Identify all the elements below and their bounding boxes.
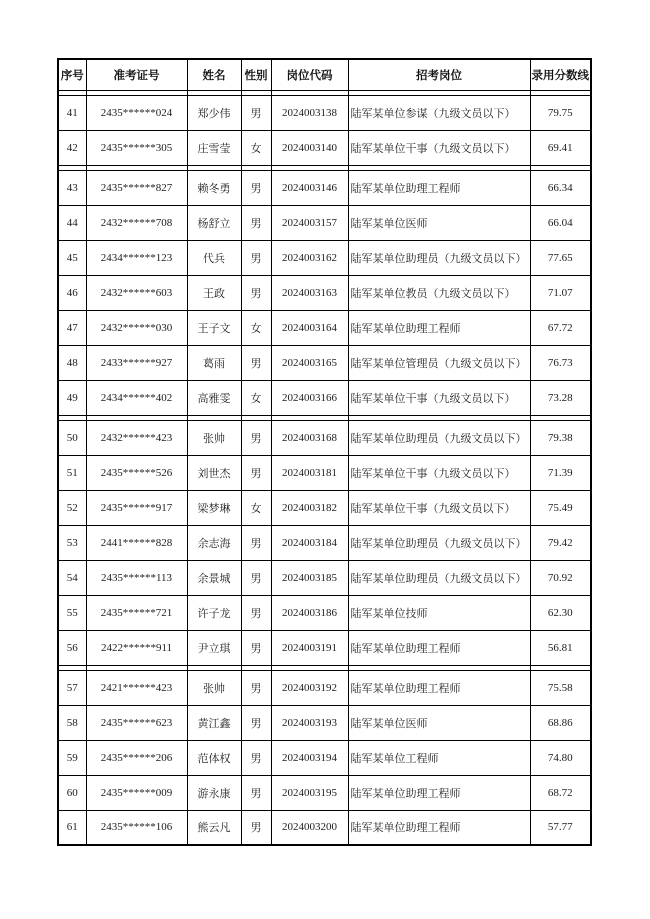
cell-position: 陆军某单位助理工程师 <box>348 775 530 810</box>
cell-name: 许子龙 <box>187 595 241 630</box>
cell-position-code: 2024003193 <box>271 705 348 740</box>
cell-name: 尹立琪 <box>187 630 241 665</box>
cell-position: 陆军某单位管理员（九级文员以下） <box>348 345 530 380</box>
cell-ticket-number: 2441******828 <box>86 525 187 560</box>
cell-ticket-number: 2435******009 <box>86 775 187 810</box>
table-body <box>58 90 591 845</box>
cell-name: 赖冬勇 <box>187 170 241 205</box>
cell-position-code: 2024003181 <box>271 455 348 490</box>
cell-gender: 女 <box>241 130 271 165</box>
cell-position: 陆军某单位助理员（九级文员以下） <box>348 525 530 560</box>
table-row <box>58 740 591 775</box>
cell-position: 陆军某单位干事（九级文员以下） <box>348 490 530 525</box>
cell-name: 高雅雯 <box>187 380 241 415</box>
cell-ticket-number: 2434******123 <box>86 240 187 275</box>
cell-ticket-number: 2432******030 <box>86 310 187 345</box>
cell-position: 陆军某单位助理员（九级文员以下） <box>348 420 530 455</box>
table-row <box>58 810 591 845</box>
table-row <box>58 95 591 130</box>
cell-name: 刘世杰 <box>187 455 241 490</box>
cell-position-code: 2024003166 <box>271 380 348 415</box>
cell-index: 56 <box>58 630 86 665</box>
cell-name: 张帅 <box>187 670 241 705</box>
cell-gender: 男 <box>241 345 271 380</box>
cell-ticket-number: 2435******024 <box>86 95 187 130</box>
cell-position-code: 2024003168 <box>271 420 348 455</box>
cell-ticket-number: 2434******402 <box>86 380 187 415</box>
cell-gender: 男 <box>241 455 271 490</box>
cell-score-line: 75.58 <box>530 670 591 705</box>
cell-position: 陆军某单位助理工程师 <box>348 630 530 665</box>
cell-position-code: 2024003165 <box>271 345 348 380</box>
cell-name: 黄江鑫 <box>187 705 241 740</box>
cell-ticket-number: 2435******721 <box>86 595 187 630</box>
cell-gender: 男 <box>241 525 271 560</box>
cell-score-line: 71.39 <box>530 455 591 490</box>
cell-ticket-number: 2435******113 <box>86 560 187 595</box>
table-row <box>58 130 591 165</box>
cell-score-line: 70.92 <box>530 560 591 595</box>
cell-ticket-number: 2435******623 <box>86 705 187 740</box>
cell-position: 陆军某单位助理员（九级文员以下） <box>348 240 530 275</box>
table-row <box>58 490 591 525</box>
cell-gender: 男 <box>241 630 271 665</box>
col-header-score-line: 录用分数线 <box>530 59 591 90</box>
table-row <box>58 705 591 740</box>
cell-index: 55 <box>58 595 86 630</box>
cell-position-code: 2024003184 <box>271 525 348 560</box>
cell-score-line: 79.42 <box>530 525 591 560</box>
cell-index: 58 <box>58 705 86 740</box>
cell-name: 余景城 <box>187 560 241 595</box>
cell-ticket-number: 2422******911 <box>86 630 187 665</box>
cell-score-line: 66.04 <box>530 205 591 240</box>
cell-ticket-number: 2432******603 <box>86 275 187 310</box>
cell-ticket-number: 2433******927 <box>86 345 187 380</box>
cell-score-line: 69.41 <box>530 130 591 165</box>
table-row <box>58 345 591 380</box>
cell-index: 48 <box>58 345 86 380</box>
cell-gender: 男 <box>241 95 271 130</box>
header-row <box>58 59 591 90</box>
cell-index: 52 <box>58 490 86 525</box>
cell-score-line: 67.72 <box>530 310 591 345</box>
cell-score-line: 57.77 <box>530 810 591 845</box>
cell-name: 王政 <box>187 275 241 310</box>
cell-index: 59 <box>58 740 86 775</box>
cell-gender: 男 <box>241 420 271 455</box>
cell-name: 熊云凡 <box>187 810 241 845</box>
cell-score-line: 74.80 <box>530 740 591 775</box>
cell-position: 陆军某单位助理工程师 <box>348 310 530 345</box>
cell-index: 50 <box>58 420 86 455</box>
cell-index: 57 <box>58 670 86 705</box>
cell-name: 梁梦琳 <box>187 490 241 525</box>
cell-position-code: 2024003192 <box>271 670 348 705</box>
cell-gender: 男 <box>241 275 271 310</box>
cell-name: 庄雪莹 <box>187 130 241 165</box>
cell-score-line: 75.49 <box>530 490 591 525</box>
table-row <box>58 380 591 415</box>
cell-score-line: 71.07 <box>530 275 591 310</box>
cell-index: 47 <box>58 310 86 345</box>
col-header-name: 姓名 <box>187 59 241 90</box>
cell-position-code: 2024003162 <box>271 240 348 275</box>
cell-score-line: 68.86 <box>530 705 591 740</box>
col-header-gender: 性别 <box>241 59 271 90</box>
cell-score-line: 76.73 <box>530 345 591 380</box>
cell-gender: 男 <box>241 670 271 705</box>
cell-score-line: 77.65 <box>530 240 591 275</box>
cell-position: 陆军某单位干事（九级文员以下） <box>348 455 530 490</box>
table-row <box>58 670 591 705</box>
cell-position: 陆军某单位助理员（九级文员以下） <box>348 560 530 595</box>
cell-name: 郑少伟 <box>187 95 241 130</box>
cell-position: 陆军某单位助理工程师 <box>348 670 530 705</box>
cell-gender: 女 <box>241 490 271 525</box>
cell-ticket-number: 2435******526 <box>86 455 187 490</box>
table-header <box>58 59 591 90</box>
table-row <box>58 205 591 240</box>
cell-score-line: 62.30 <box>530 595 591 630</box>
cell-gender: 男 <box>241 240 271 275</box>
table-row <box>58 310 591 345</box>
cell-index: 45 <box>58 240 86 275</box>
cell-position-code: 2024003182 <box>271 490 348 525</box>
cell-ticket-number: 2435******106 <box>86 810 187 845</box>
cell-gender: 男 <box>241 810 271 845</box>
cell-gender: 男 <box>241 705 271 740</box>
cell-position: 陆军某单位医师 <box>348 705 530 740</box>
cell-position: 陆军某单位医师 <box>348 205 530 240</box>
cell-index: 44 <box>58 205 86 240</box>
score-table <box>57 58 592 846</box>
cell-gender: 男 <box>241 740 271 775</box>
cell-position-code: 2024003194 <box>271 740 348 775</box>
cell-index: 61 <box>58 810 86 845</box>
cell-score-line: 79.38 <box>530 420 591 455</box>
cell-name: 张帅 <box>187 420 241 455</box>
col-header-ticket-number: 准考证号 <box>86 59 187 90</box>
cell-gender: 男 <box>241 205 271 240</box>
cell-gender: 男 <box>241 560 271 595</box>
cell-index: 42 <box>58 130 86 165</box>
table-row <box>58 170 591 205</box>
table-row <box>58 420 591 455</box>
cell-position-code: 2024003186 <box>271 595 348 630</box>
cell-index: 41 <box>58 95 86 130</box>
cell-ticket-number: 2435******305 <box>86 130 187 165</box>
cell-position-code: 2024003157 <box>271 205 348 240</box>
cell-index: 54 <box>58 560 86 595</box>
cell-ticket-number: 2435******206 <box>86 740 187 775</box>
cell-position-code: 2024003200 <box>271 810 348 845</box>
table-row <box>58 455 591 490</box>
cell-ticket-number: 2435******917 <box>86 490 187 525</box>
cell-name: 余志海 <box>187 525 241 560</box>
cell-position: 陆军某单位参谋（九级文员以下） <box>348 95 530 130</box>
cell-ticket-number: 2421******423 <box>86 670 187 705</box>
cell-name: 代兵 <box>187 240 241 275</box>
table-row <box>58 560 591 595</box>
cell-index: 51 <box>58 455 86 490</box>
cell-gender: 男 <box>241 595 271 630</box>
cell-position: 陆军某单位技师 <box>348 595 530 630</box>
cell-position: 陆军某单位工程师 <box>348 740 530 775</box>
cell-score-line: 66.34 <box>530 170 591 205</box>
cell-position-code: 2024003164 <box>271 310 348 345</box>
cell-gender: 女 <box>241 310 271 345</box>
cell-position-code: 2024003185 <box>271 560 348 595</box>
cell-position: 陆军某单位助理工程师 <box>348 810 530 845</box>
cell-gender: 男 <box>241 775 271 810</box>
col-header-position-code: 岗位代码 <box>271 59 348 90</box>
cell-ticket-number: 2435******827 <box>86 170 187 205</box>
cell-index: 53 <box>58 525 86 560</box>
cell-position: 陆军某单位助理工程师 <box>348 170 530 205</box>
table-row <box>58 595 591 630</box>
table-row <box>58 775 591 810</box>
cell-name: 杨舒立 <box>187 205 241 240</box>
cell-position-code: 2024003140 <box>271 130 348 165</box>
cell-gender: 男 <box>241 170 271 205</box>
cell-position: 陆军某单位教员（九级文员以下） <box>348 275 530 310</box>
cell-score-line: 68.72 <box>530 775 591 810</box>
cell-ticket-number: 2432******708 <box>86 205 187 240</box>
cell-index: 43 <box>58 170 86 205</box>
cell-position-code: 2024003163 <box>271 275 348 310</box>
table-row <box>58 240 591 275</box>
cell-name: 游永康 <box>187 775 241 810</box>
cell-position: 陆军某单位干事（九级文员以下） <box>348 130 530 165</box>
cell-name: 王子文 <box>187 310 241 345</box>
cell-position-code: 2024003191 <box>271 630 348 665</box>
cell-position-code: 2024003146 <box>271 170 348 205</box>
cell-score-line: 56.81 <box>530 630 591 665</box>
cell-score-line: 79.75 <box>530 95 591 130</box>
table-row <box>58 525 591 560</box>
cell-score-line: 73.28 <box>530 380 591 415</box>
cell-position-code: 2024003138 <box>271 95 348 130</box>
cell-gender: 女 <box>241 380 271 415</box>
col-header-index: 序号 <box>58 59 86 90</box>
cell-name: 范体权 <box>187 740 241 775</box>
cell-index: 60 <box>58 775 86 810</box>
cell-position: 陆军某单位干事（九级文员以下） <box>348 380 530 415</box>
cell-index: 49 <box>58 380 86 415</box>
cell-name: 葛雨 <box>187 345 241 380</box>
cell-position-code: 2024003195 <box>271 775 348 810</box>
cell-ticket-number: 2432******423 <box>86 420 187 455</box>
col-header-position: 招考岗位 <box>348 59 530 90</box>
table-row <box>58 275 591 310</box>
cell-index: 46 <box>58 275 86 310</box>
table-row <box>58 630 591 665</box>
